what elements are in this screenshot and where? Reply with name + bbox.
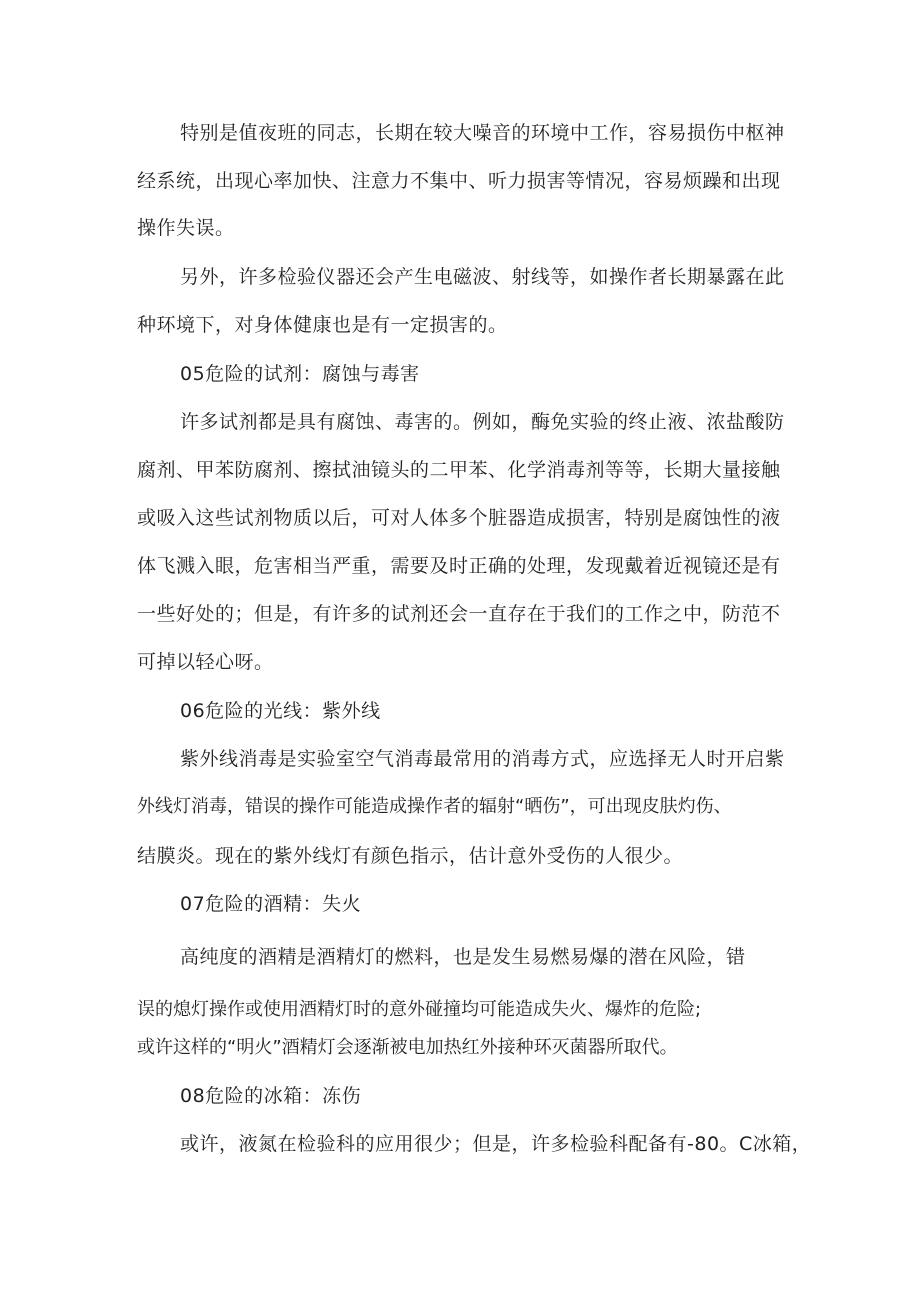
paragraph-line: 紫外线消毒是实验室空气消毒最常用的消毒方式，应选择无人时开启紫 — [180, 748, 785, 770]
paragraph-line: 或吸入这些试剂物质以后，可对人体多个脏器造成损害，特别是腐蚀性的液 — [137, 507, 781, 529]
section-heading-08: 08危险的冰箱：冻伤 — [180, 1085, 362, 1107]
paragraph-line: 种环境下，对身体健康也是有一定损害的。 — [137, 314, 508, 336]
paragraph-line: 高纯度的酒精是酒精灯的燃料，也是发生易燃易爆的潜在风险，错 — [180, 946, 746, 968]
paragraph-line: 许多试剂都是具有腐蚀、毒害的。例如，酶免实验的终止液、浓盐酸防 — [180, 411, 785, 433]
paragraph-line: 或许这样的“明火”酒精灯会逐渐被电加热红外接种环灭菌器所取代。 — [137, 1037, 678, 1058]
paragraph-line: 特别是值夜班的同志，长期在较大噪音的环境中工作，容易损伤中枢神 — [180, 122, 785, 144]
paragraph-line: 操作失误。 — [137, 217, 235, 239]
paragraph-line: 另外，许多检验仪器还会产生电磁波、射线等，如操作者长期暴露在此 — [180, 266, 785, 288]
paragraph-line: 一些好处的；但是，有许多的试剂还会一直存在于我们的工作之中，防范不 — [137, 603, 781, 625]
paragraph-line: 经系统，出现心率加快、注意力不集中、听力损害等情况，容易烦躁和出现 — [137, 170, 781, 192]
paragraph-line: 误的熄灯操作或使用酒精灯时的意外碰撞均可能造成失火、爆炸的危险; — [137, 999, 702, 1020]
paragraph-line: 结膜炎。现在的紫外线灯有颜色指示，估计意外受伤的人很少。 — [137, 845, 684, 867]
paragraph-line: 外线灯消毒，错误的操作可能造成操作者的辐射“晒伤”，可出现皮肤灼伤、 — [137, 796, 732, 817]
paragraph-line: 体飞溅入眼，危害相当严重，需要及时正确的处理，发现戴着近视镜还是有 — [137, 555, 781, 577]
section-heading-07: 07危险的酒精：失火 — [180, 893, 362, 915]
section-heading-05: 05危险的试剂：腐蚀与毒害 — [180, 363, 420, 385]
paragraph-line: 可掉以轻心呀。 — [137, 651, 274, 673]
paragraph-line: 或许，液氮在检验科的应用很少；但是，许多检验科配备有-80。C冰箱， — [180, 1133, 812, 1155]
paragraph-line: 腐剂、甲苯防腐剂、擦拭油镜头的二甲苯、化学消毒剂等等，长期大量接触 — [137, 459, 781, 481]
section-heading-06: 06危险的光线：紫外线 — [180, 700, 381, 722]
